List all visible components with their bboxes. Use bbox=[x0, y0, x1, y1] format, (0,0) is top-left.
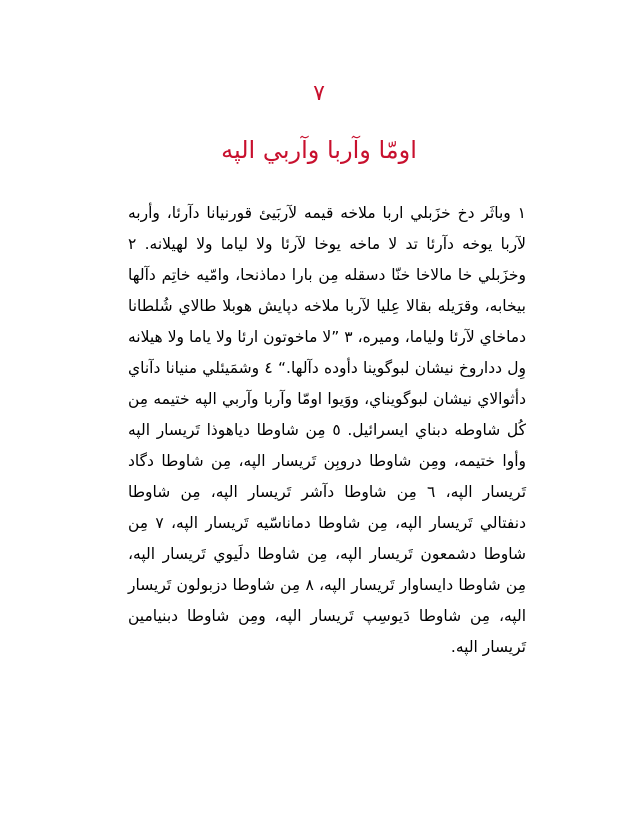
verse-text: وشمَيئلي منيانا دآناي دأثوالاي نيشان لبوگويناي، ووَيوا اومّا وآربا وآربي الپه ختيمه مِن كُل شاوطه دبناي ايسرائيل. bbox=[128, 359, 527, 439]
verse-number: ٧ bbox=[155, 514, 164, 532]
chapter-title: اومّا وآربا وآربي الپه bbox=[221, 136, 417, 164]
verse-text: وباثَر دخ خزَبلي اربا ملاخه قيمه لآربَيئ قورنيانا دآرئا، وأربه لآربا يوخه دآرئا تد لا ماخه يوخا لآرئا ولا لياما ولا لهيلانه. bbox=[128, 204, 526, 253]
verse-number: ٨ bbox=[305, 576, 314, 594]
verse-text: مِن شاوطا دآشر تَريسار الپه، مِن شاوطا دنفتالي تَريسار الپه، مِن شاوطا دماناسّيه تَريسار الپه، bbox=[128, 483, 526, 532]
verse-number: ٢ bbox=[128, 235, 137, 253]
verse-number: ٦ bbox=[427, 483, 436, 501]
verse-text: مِن شاوطا دياهوذا تَريسار الپه وأوا ختيمه، ومِن شاوطا دروبِن تَريسار الپه، مِن شاوطا دگاد تَريسار الپه، bbox=[128, 421, 527, 501]
chapter-number: ٧ bbox=[313, 81, 325, 106]
verse-number: ٤ bbox=[264, 359, 273, 377]
verse-text: ”لا ماخوتون ارئا ولا ياما ولا هيلانه وِل دداروخ نيشان لبوگوينا دأوده دآلها.“ bbox=[128, 328, 526, 377]
verse-number: ٣ bbox=[344, 328, 353, 346]
verse-1 bbox=[128, 204, 526, 253]
verse-text: وخزَبلي خا مالاخا خنّا دسقله مِن بارا دماذنحا، وامّيه خاتِم دآلها بيخابه، وقرَيله بقالا عِليا لآربا ملاخه دپايش هوبلا طالاي شُلطانا دماخاي لآرئا ولياما، وميره، bbox=[128, 266, 526, 346]
verse-number: ١ bbox=[517, 204, 526, 222]
verse-number: ٥ bbox=[332, 421, 341, 439]
body-text bbox=[128, 198, 526, 663]
verse-text: مِن شاوطا دزبولون تَريسار الپه، مِن شاوطا دَيوسِپ تَريسار الپه، ومِن شاوطا دبنيامين تَريسار الپه. bbox=[128, 576, 526, 656]
verse-text: مِن شاوطا دشمعون تَريسار الپه، مِن شاوطا دلَيوي تَريسار الپه، مِن شاوطا دايساوار تَريسار الپه، bbox=[128, 514, 526, 594]
